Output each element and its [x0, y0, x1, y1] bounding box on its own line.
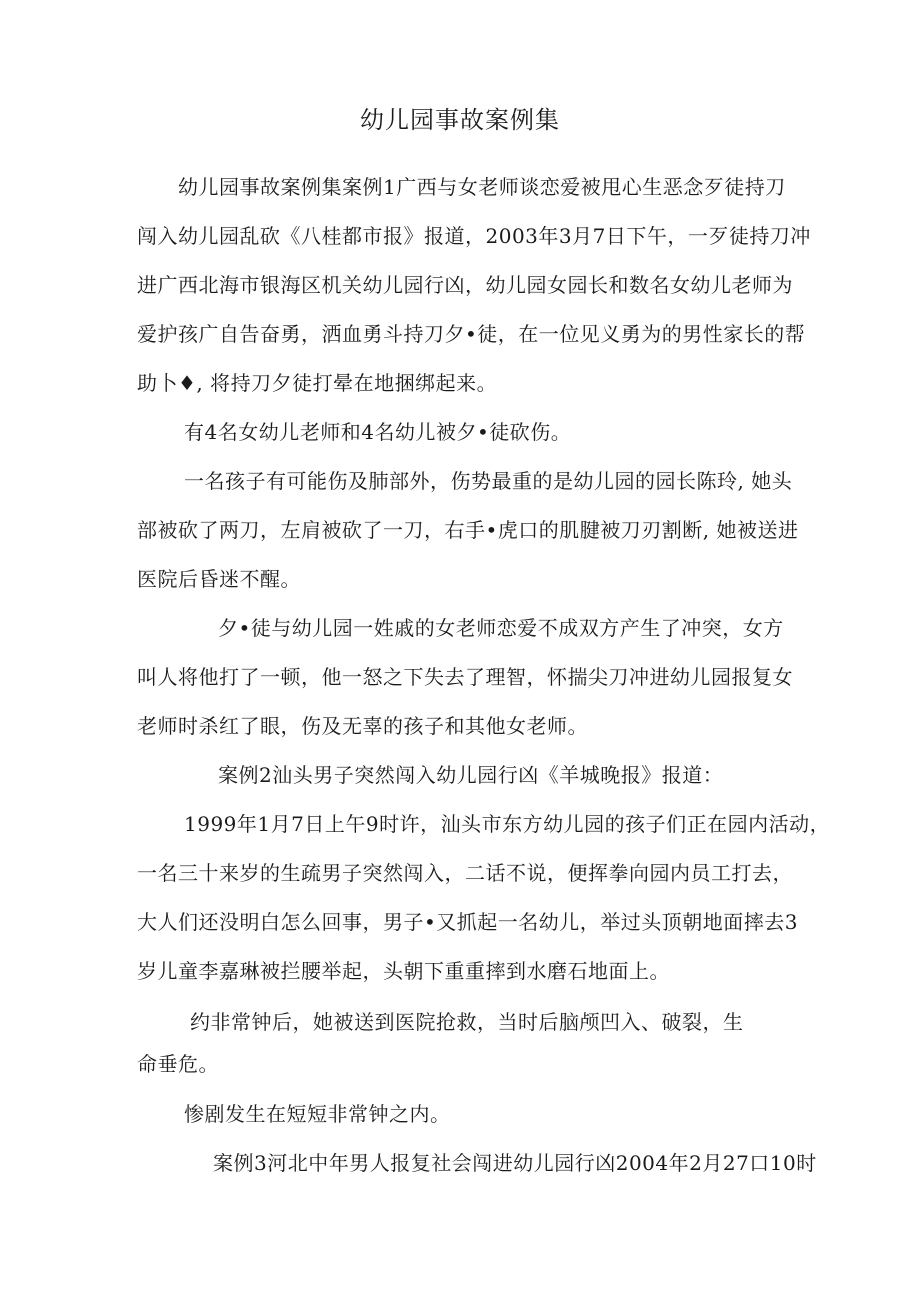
paragraph-line: 闯入幼儿园乱砍《八桂都市报》报道，2003年3月7日下午，一歹徒持刀冲	[137, 224, 811, 248]
paragraph-line: 一名三十来岁的生疏男子突然闯入，二话不说，便挥拳向园内员工打去，	[137, 861, 793, 885]
paragraph-line: 夕•徒与幼儿园一姓戚的女老师恋爱不成双方产生了冲突，女方	[218, 616, 784, 640]
document-title: 幼儿园事故案例集	[360, 106, 560, 134]
paragraph-line: 医院后昏迷不醒。	[137, 567, 301, 591]
paragraph-line: 爱护孩广自告奋勇，洒血勇斗持刀夕•徒，在一位见义勇为的男性家长的帮	[137, 322, 806, 346]
paragraph-line: 岁儿童李嘉琳被拦腰举起，头朝下重重摔到水磨石地面上。	[137, 959, 670, 983]
paragraph-line: 一名孩子有可能伤及肺部外，伤势最重的是幼儿园的园长陈玲, 她头	[184, 469, 793, 493]
paragraph-line: 案例2汕头男子突然闯入幼儿园行凶《羊城晚报》报道：	[218, 763, 724, 787]
paragraph-line: 大人们还没明白怎么回事，男子•又抓起一名幼儿，举过头顶朝地面摔去3	[137, 910, 799, 934]
paragraph-line: 老师时杀红了眼，伤及无辜的孩子和其他女老师。	[137, 714, 588, 738]
paragraph-line: 1999年1月7日上午9时许，汕头市东方幼儿园的孩子们正在园内活动，	[184, 812, 831, 836]
paragraph-line: 进广西北海市银海区机关幼儿园行凶，幼儿园女园长和数名女幼儿老师为	[137, 273, 793, 297]
paragraph-line: 案例3河北中年男人报复社会闯进幼儿园行凶2004年2月27口10时	[213, 1151, 817, 1175]
paragraph-line: 幼儿园事故案例集案例1广西与女老师谈恋爱被甩心生恶念歹徒持刀	[178, 175, 786, 199]
paragraph-line: 惨剧发生在短短非常钟之内。	[184, 1102, 451, 1126]
paragraph-line: 助卜♦, 将持刀夕徒打晕在地捆绑起来。	[137, 371, 498, 395]
paragraph-line: 约非常钟后，她被送到医院抢救，当时后脑颅凹入、破裂，生	[190, 1010, 744, 1034]
paragraph-line: 部被砍了两刀，左肩被砍了一刀，右手•虎口的肌腱被刀刃割断, 她被送进	[137, 518, 799, 542]
paragraph-line: 叫人将他打了一顿，他一怒之下失去了理智，怀揣尖刀冲进幼儿园报复女	[137, 665, 793, 689]
paragraph-line: 有4名女幼儿老师和4名幼儿被夕•徒砍伤。	[184, 420, 572, 444]
paragraph-line: 命垂危。	[137, 1052, 219, 1076]
